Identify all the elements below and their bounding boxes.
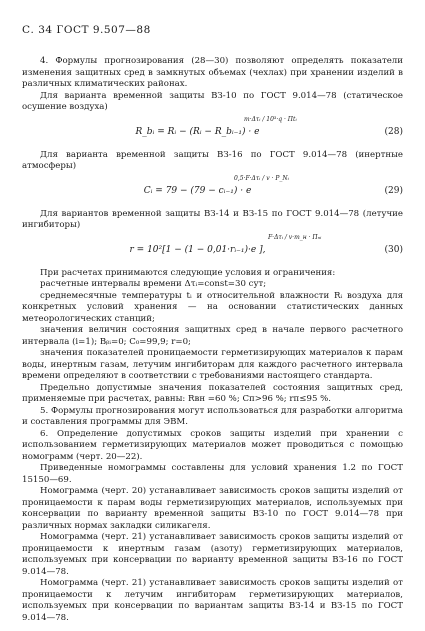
paragraph: Для варианта временной защиты ВЗ-10 по ГОСТ 9.014—78 (статическое осушение воздуха) bbox=[22, 90, 403, 112]
paragraph: 5. Формулы прогнозирования могут использоваться для разработки алгоритма и составления программы для ЭВМ. bbox=[22, 405, 403, 427]
formula-29-body: Cᵢ = 79 − (79 − cᵢ₋₁) · e bbox=[143, 185, 252, 196]
formula-30-body bbox=[22, 245, 373, 255]
paragraph: Номограмма (черт. 21) устанавливает зависимость сроков защиты изделий от проницаемости к летучим ингибиторам герметизирующих материалов, используемых при консервации по вариантам защиты ВЗ-14 и ВЗ-15 по ГОСТ 9.014—78. bbox=[22, 578, 403, 623]
formula-29-exponent: 0,5·F·Δτᵢ / v · P_Nᵢ bbox=[234, 174, 289, 182]
formula-29-number: (29) bbox=[384, 185, 403, 196]
paragraph: значения показателей проницаемости герметизирующих материалов к парам воды, инертным газам, летучим ингибиторам для каждого расчетного интервала времени определяют в соответствии с требованиями настоящего стандарта. bbox=[22, 348, 403, 381]
page-header: С. 34 ГОСТ 9.507—88 bbox=[22, 24, 151, 36]
formula-29 bbox=[22, 175, 403, 207]
paragraph: Номограмма (черт. 20) устанавливает зависимость сроков защиты изделий от проницаемости к парам воды герметизирующих материалов, используемых при консервации по варианту временной защиты ВЗ-10 по ГОСТ 9.014—78 при различных нормах закладки силикагеля. bbox=[22, 486, 403, 531]
formula-28-body: R_bᵢ = Rᵢ − (Rᵢ − R_bᵢ₋₁) · e bbox=[135, 126, 260, 137]
formula-30-number: (30) bbox=[384, 244, 403, 255]
paragraph: При расчетах принимаются следующие условия и ограничения: bbox=[40, 267, 336, 278]
formula-30-tail: ], bbox=[259, 244, 266, 255]
paragraph: Предельно допустимые значения показателей состояния защитных сред, применяемые при расчетах, равны: Rвн =60 %; Cп>96 %; rп≤95 %. bbox=[22, 382, 403, 404]
paragraph: Приведенные номограммы составлены для условий хранения 1.2 по ГОСТ 15150—69. bbox=[22, 463, 403, 485]
formula-28-number: (28) bbox=[384, 126, 403, 137]
paragraph: Для варианта временной защиты ВЗ-16 по ГОСТ 9.014—78 (инертные атмосферы) bbox=[22, 149, 403, 171]
formula-28 bbox=[22, 116, 403, 148]
paragraph: 4. Формулы прогнозирования (28—30) позволяют определять показатели изменения защитных сред в замкнутых объемах (чехлах) при хранении изделий в различных климатических районах. bbox=[22, 56, 403, 89]
formula-28-exponent: m·Δτᵢ / 10³·q · Пtᵢ bbox=[244, 115, 297, 123]
paragraph: расчетные интервалы времени Δτᵢ=const=30 сут; bbox=[40, 279, 267, 289]
formula-30 bbox=[22, 234, 403, 266]
paragraph: среднемесячные температуры tᵢ и относительной влажности Rᵢ воздуха для конкретных условий хранения — на основании статистических данных метеорологических станций; bbox=[22, 290, 403, 324]
formula-30-exponent: F·Δτᵢ / v·m_н · Пₙᵢ bbox=[268, 233, 322, 241]
formula-30-main: r = 10²[1 − (1 − 0,01·rᵢ₋₁)·e bbox=[129, 244, 257, 255]
paragraph: Номограмма (черт. 21) устанавливает зависимость сроков защиты изделий от проницаемости к инертным газам (азоту) герметизирующих материалов, используемых при консервации по варианту временной защиты ВЗ-16 по ГОСТ 9.014—78. bbox=[22, 532, 403, 577]
paragraph: 6. Определение допустимых сроков защиты изделий при хранении с использованием герметизирующих материалов может проводиться с помощью номограмм (черт. 20—22). bbox=[22, 428, 403, 462]
paragraph: значения величин состояния защитных сред в начале первого расчетного интервала (i=1); Bᵦᵢ=0; C₀=99,9; r=0; bbox=[22, 325, 403, 347]
paragraph: Для вариантов временной защиты ВЗ-14 и ВЗ-15 по ГОСТ 9.014—78 (летучие ингибиторы) bbox=[22, 208, 403, 230]
